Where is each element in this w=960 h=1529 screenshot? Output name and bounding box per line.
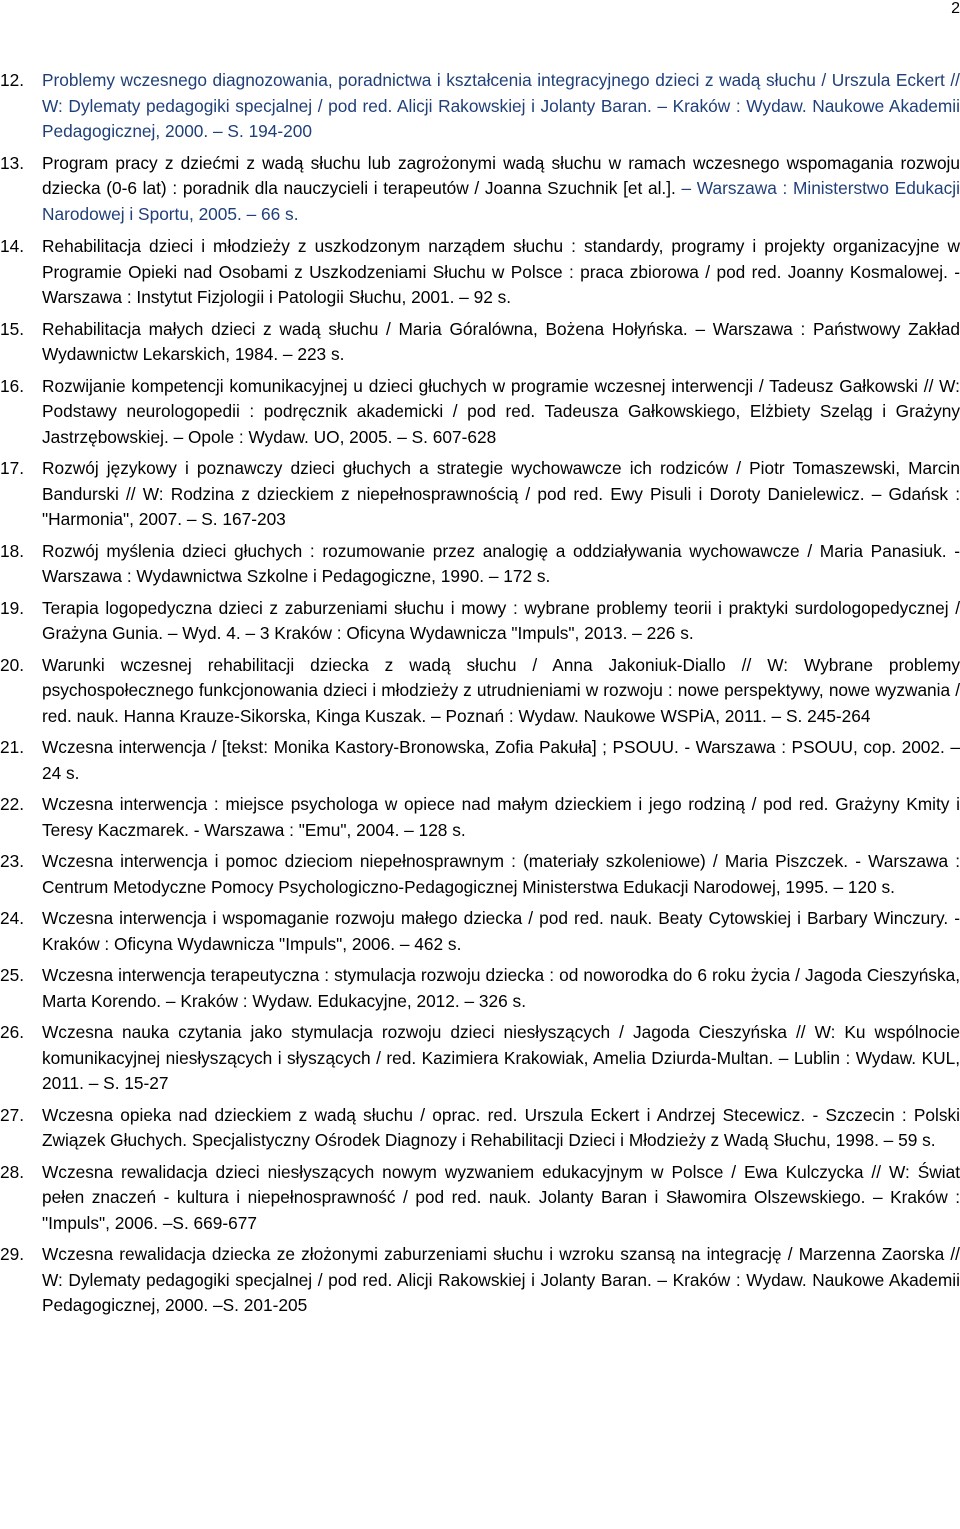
entry-title-link[interactable]: Rehabilitacja dzieci i młodzieży z uszkodzonym narządem słuchu : standardy, programy i projekty organizacyjne w Programie Opieki nad Osobami z Uszkodzeniami Słuchu w Polsce : praca zbiorowa / pod red. Joanny Kosmalowej. <box>42 236 960 282</box>
bibliography-list <box>0 68 960 1319</box>
entry-number: 13. <box>0 152 25 173</box>
entry-text <box>42 151 960 228</box>
bibliography-entry-24 <box>0 906 960 957</box>
bibliography-entry-26 <box>0 1020 960 1097</box>
bibliography-entry-14 <box>0 234 960 311</box>
entry-publication: – Kraków : "Impuls", 2006. –S. 669-677 <box>42 1187 960 1233</box>
entry-number: 19. <box>0 597 25 618</box>
entry-number: 12. <box>0 70 25 90</box>
entry-title-link[interactable]: Rozwój językowy i poznawczy dzieci głuchych a strategie wychowawcze ich rodziców / Piotr Tomaszewski, Marcin Bandurski // W: Rodzina z dzieckiem z niepełnosprawnością / pod red. Ewy Pisuli i Doroty Danielewicz. <box>42 458 960 504</box>
entry-number: 17. <box>0 458 25 478</box>
bibliography-entry-18 <box>0 539 960 590</box>
entry-number: 23. <box>0 851 25 871</box>
entry-publication: – Kraków : Wydaw. Naukowe Akademii Pedagogicznej, 2000. –S. 201-205 <box>42 1269 960 1315</box>
bibliography-entry-25 <box>0 963 960 1014</box>
entry-publication: – Warszawa : Ministerstwo Edukacji Narodowej i Sportu, 2005. – 66 s. <box>42 178 960 224</box>
bibliography-entry-23 <box>0 849 960 900</box>
entry-text <box>42 317 960 368</box>
entry-title-link[interactable]: Warunki wczesnej rehabilitacji dziecka z wadą słuchu / Anna Jakoniuk-Diallo // W: Wybrane problemy psychospołecznego funkcjonowania dzieci i młodzieży z utrudnieniami w rozwoju : nowe perspektywy, nowe wyzwania / red. nauk. Hanna Krauze-Sikorska, Kinga Kuszak. <box>42 654 960 726</box>
entry-number: 15. <box>0 318 25 339</box>
entry-text <box>42 735 960 786</box>
entry-number: 29. <box>0 1244 25 1264</box>
entry-publication: – Kraków : Wydaw. Naukowe Akademii Pedagogicznej, 2000. – S. 194-200 <box>42 95 960 141</box>
entry-title-link[interactable]: Wczesna rewalidacja dziecka ze złożonymi zaburzeniami słuchu i wzroku szansą na integrację / Marzenna Zaorska // W: Dylematy pedagogiki specjalnej / pod red. Alicji Rakowskiej i Jolanty Baran. <box>42 1244 960 1290</box>
entry-text <box>42 1242 960 1319</box>
entry-number: 27. <box>0 1104 25 1125</box>
entry-number: 22. <box>0 794 25 814</box>
entry-publication: – Opole : Wydaw. UO, 2005. – S. 607-628 <box>168 426 497 447</box>
entry-title-link[interactable]: Rehabilitacja małych dzieci z wadą słuchu / Maria Góralówna, Bożena Hołyńska. <box>42 318 688 339</box>
entry-publication: - Szczecin : Polski Związek Głuchych. Specjalistyczny Ośrodek Diagnozy i Rehabilitacji Dzieci i Młodzieży z Wadą Słuchu, 1998. – 59 s. <box>42 1104 960 1150</box>
entry-title-link[interactable]: Wczesna interwencja i wspomaganie rozwoju małego dziecka / pod red. nauk. Beaty Cytowskiej i Barbary Winczury. <box>42 908 949 928</box>
entry-title-link[interactable]: Wczesna interwencja terapeutyczna : stymulacja rozwoju dziecka : od noworodka do 6 roku życia / Jagoda Cieszyńska, Marta Korendo. <box>42 965 960 1011</box>
entry-text <box>42 374 960 451</box>
bibliography-entry-22 <box>0 792 960 843</box>
entry-number: 28. <box>0 1161 25 1182</box>
entry-title-link[interactable]: Wczesna interwencja / [tekst: Monika Kastory-Bronowska, Zofia Pakuła] ; PSOUU. <box>42 737 679 757</box>
entry-title-link[interactable]: Wczesna nauka czytania jako stymulacja rozwoju dzieci niesłyszących / Jagoda Cieszyńska // W: Ku wspólnocie komunikacyjnej niesłyszących i słyszących / red. Kazimiera Krakowiak, Amelia Dziurda-Multan. <box>42 1022 960 1068</box>
entry-publication: - Warszawa : Instytut Fizjologii i Patologii Słuchu, 2001. – 92 s. <box>42 261 960 307</box>
entry-text <box>42 1103 960 1154</box>
entry-title-link[interactable]: Rozwijanie kompetencji komunikacyjnej u dzieci głuchych w programie wczesnej interwencji / Tadeusz Gałkowski // W: Podstawy neurologopedii : podręcznik akademicki / pod red. Tadeusza Gałkowskiego, Elżbiety Szeląg i Grażyny Jastrzębowskiej. <box>42 375 960 447</box>
entry-number: 21. <box>0 737 25 757</box>
entry-publication: - Warszawa : Centrum Metodyczne Pomocy Psychologiczno-Pedagogicznej Ministerstwa Edukacji Narodowej, 1995. – 120 s. <box>42 851 960 897</box>
entry-number: 26. <box>0 1022 25 1042</box>
entry-text <box>42 539 960 590</box>
entry-publication: – Warszawa : Państwowy Zakład Wydawnictw Lekarskich, 1984. – 223 s. <box>42 318 960 364</box>
entry-publication: – Lublin : Wydaw. KUL, 2011. – S. 15-27 <box>42 1047 960 1093</box>
entry-text <box>42 68 960 145</box>
bibliography-entry-12 <box>0 68 960 145</box>
entry-publication: - Warszawa : PSOUU, cop. 2002. – 24 s. <box>42 737 960 783</box>
page-number: 2 <box>951 0 960 17</box>
entry-title-link[interactable]: Terapia logopedyczna dzieci z zaburzeniami słuchu i mowy : wybrane problemy teorii i praktyki surdologopedycznej / Grażyna Gunia. <box>42 597 960 643</box>
bibliography-entry-17 <box>0 456 960 533</box>
entry-text <box>42 792 960 843</box>
entry-number: 16. <box>0 375 25 396</box>
bibliography-entry-15 <box>0 317 960 368</box>
entry-publication: – Poznań : Wydaw. Naukowe WSPiA, 2011. – S. 245-264 <box>426 705 871 726</box>
entry-title-link[interactable]: Problemy wczesnego diagnozowania, poradnictwa i kształcenia integracyjnego dzieci z wadą słuchu / Urszula Eckert // W: Dylematy pedagogiki specjalnej / pod red. Alicji Rakowskiej i Jolanty Baran. <box>42 70 960 116</box>
entry-publication: – Wyd. 4. – 3 Kraków : Oficyna Wydawnicza "Impuls", 2013. – 226 s. <box>163 623 694 643</box>
bibliography-entry-20 <box>0 653 960 730</box>
entry-number: 18. <box>0 540 25 561</box>
bibliography-entry-29 <box>0 1242 960 1319</box>
entry-number: 20. <box>0 654 25 675</box>
bibliography-entry-21 <box>0 735 960 786</box>
entry-publication: – Kraków : Wydaw. Edukacyjne, 2012. – 326 s. <box>161 990 526 1011</box>
entry-text <box>42 456 960 533</box>
entry-title-link[interactable]: Wczesna interwencja : miejsce psychologa w opiece nad małym dzieckiem i jego rodziną / pod red. Grażyny Kmity i Teresy Kaczmarek. <box>42 794 960 840</box>
entry-publication: – Gdańsk : "Harmonia", 2007. – S. 167-203 <box>42 483 960 529</box>
bibliography-entry-28 <box>0 1160 960 1237</box>
entry-title-link[interactable]: Wczesna interwencja i pomoc dzieciom niepełnosprawnym : (materiały szkoleniowe) / Maria Piszczek. <box>42 851 849 871</box>
entry-text <box>42 849 960 900</box>
bibliography-entry-16 <box>0 374 960 451</box>
entry-text <box>42 1160 960 1237</box>
entry-text <box>42 1020 960 1097</box>
entry-number: 24. <box>0 908 25 928</box>
entry-text <box>42 596 960 647</box>
entry-title-link[interactable]: Program pracy z dziećmi z wadą słuchu lub zagrożonymi wadą słuchu w ramach wczesnego wspomagania rozwoju dziecka (0-6 lat) : poradnik dla nauczycieli i terapeutów / Joanna Szuchnik [et al.]. <box>42 152 960 198</box>
entry-text <box>42 653 960 730</box>
entry-text <box>42 963 960 1014</box>
entry-publication: - Kraków : Oficyna Wydawnicza "Impuls", 2006. – 462 s. <box>42 908 960 954</box>
entry-title-link[interactable]: Rozwój myślenia dzieci głuchych : rozumowanie przez analogię a oddziaływania wychowawcze / Maria Panasiuk. <box>42 540 947 561</box>
entry-text <box>42 906 960 957</box>
entry-title-link[interactable]: Wczesna opieka nad dzieckiem z wadą słuchu / oprac. red. Urszula Eckert i Andrzej Stecewicz. <box>42 1104 806 1125</box>
entry-title-link[interactable]: Wczesna rewalidacja dzieci niesłyszących nowym wyzwaniem edukacyjnym w Polsce / Ewa Kulczycka // W: Świat pełen znaczeń - kultura i niepełnosprawność / pod red. nauk. Jolanty Baran i Sławomira Olszewskiego. <box>42 1161 960 1207</box>
entry-number: 14. <box>0 236 25 256</box>
bibliography-entry-19 <box>0 596 960 647</box>
bibliography-entry-27 <box>0 1103 960 1154</box>
bibliography-entry-13 <box>0 151 960 228</box>
entry-publication: - Warszawa : Wydawnictwa Szkolne i Pedagogiczne, 1990. – 172 s. <box>42 540 960 586</box>
entry-publication: - Warszawa : "Emu", 2004. – 128 s. <box>188 819 466 840</box>
entry-number: 25. <box>0 965 25 985</box>
entry-text <box>42 234 960 311</box>
